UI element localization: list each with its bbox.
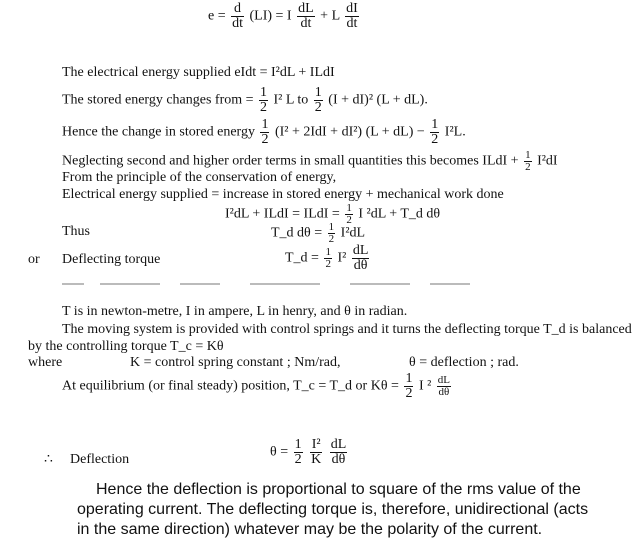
- deflecting-torque-label: Deflecting torque: [62, 252, 161, 267]
- stored-energy-line: The stored energy changes from = $\frac{1}{2}$ I² L to $\frac{1}{2}$ (I + dI)² (L + dL).: [62, 85, 428, 115]
- thus-label: Thus: [62, 224, 90, 239]
- units-line: T is in newton-metre, I in ampere, L in henry, and θ in radian.: [62, 304, 408, 319]
- conclusion-line-3: in the same direction) whatever may be the polarity of the current.: [77, 521, 543, 538]
- moving-system-line-1: The moving system is provided with control springs and it turns the deflecting torque T_d is balanced: [62, 322, 632, 337]
- conclusion-line-1: Hence the deflection is proportional to square of the rms value of the: [96, 481, 581, 498]
- thus-equation: T_d dθ = $\frac{1}{2}$ I²dL: [271, 221, 366, 245]
- energy-balance-equation: I²dL + ILdI = ILdI = $\frac{1}{2}$ I ²dL + T_d dθ: [225, 202, 441, 226]
- deflection-label: Deflection: [70, 452, 130, 467]
- or-label: or: [28, 252, 40, 267]
- moving-system-line-2: by the controlling torque T_c = Kθ: [28, 339, 224, 354]
- equation-emf: e = $\frac{d}{dt}$ (LI) = I $\frac{dL}{dt}$ + L $\frac{dI}{dt}$: [208, 1, 358, 31]
- electrical-supplied-line: Electrical energy supplied = increase in stored energy + mechanical work done: [62, 187, 504, 202]
- where-label: where: [28, 355, 63, 370]
- deflecting-torque-equation: T_d = $\frac{1}{2}$ I² $\frac{dL}{d\theta}$: [285, 243, 369, 273]
- principle-line: From the principle of the conservation of energy,: [62, 170, 337, 185]
- deflection-equation: θ = $\frac{1}{2}$ $\frac{\text{I²}}{K}$ $\frac{dL}{d\theta}$: [270, 437, 347, 467]
- neglecting-line: Neglecting second and higher order terms in small quantities this becomes ILdI + $\frac{1}{2}$ I²dI: [62, 149, 558, 173]
- conclusion-line-2: operating current. The deflecting torque is, therefore, unidirectional (acts: [77, 501, 589, 518]
- therefore-symbol: ∴: [44, 452, 53, 467]
- spring-constant-text: K = control spring constant ; Nm/rad,: [130, 355, 341, 370]
- equilibrium-line: At equilibrium (or final steady) position, T_c = T_d or Kθ = $\frac{1}{2}$ I ² $\frac{dL}{d\theta}$: [62, 371, 451, 401]
- change-stored-energy-line: Hence the change in stored energy $\frac{1}{2}$ (I² + 2IdI + dI²) (L + dL) − $\frac{1}{2}$ I²L.: [62, 117, 466, 147]
- deflection-definition: θ = deflection ; rad.: [409, 355, 519, 370]
- energy-supplied-line: The electrical energy supplied eIdt = I²dL + ILdI: [62, 65, 335, 80]
